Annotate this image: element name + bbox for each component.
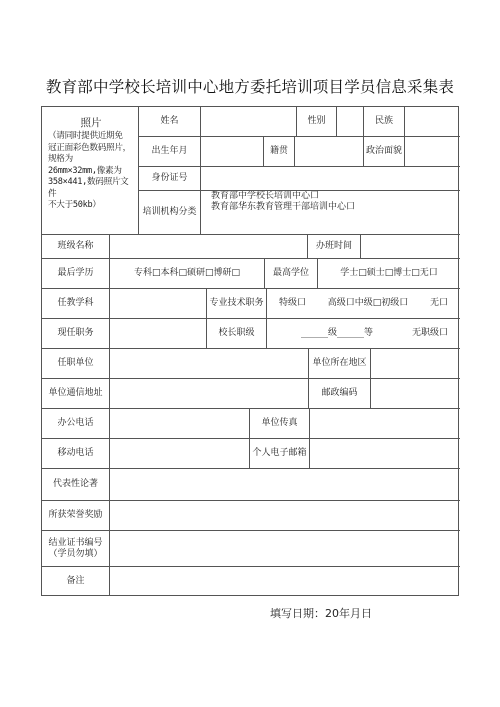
remark-field[interactable] bbox=[110, 567, 460, 595]
mobile-label: 移动电话 bbox=[42, 439, 110, 469]
info-form-table bbox=[41, 106, 459, 596]
id-field[interactable] bbox=[201, 167, 460, 191]
mobile-field[interactable] bbox=[110, 439, 250, 469]
fax-label: 单位传真 bbox=[250, 409, 310, 439]
remark-label: 备注 bbox=[42, 567, 110, 595]
class-field[interactable] bbox=[110, 235, 308, 259]
degree-label: 最高学位 bbox=[265, 259, 318, 289]
title-options[interactable] bbox=[267, 289, 460, 319]
email-label: 个人电子邮箱 bbox=[250, 439, 310, 469]
time-field[interactable] bbox=[361, 235, 460, 259]
cert-label bbox=[42, 531, 110, 567]
fax-field[interactable] bbox=[310, 409, 460, 439]
degree-options[interactable]: 学士□硕士□博士□无口 bbox=[318, 259, 460, 289]
principal-grade[interactable]: ______级______等 bbox=[301, 328, 374, 338]
title-option-none[interactable]: 无口 bbox=[429, 298, 448, 308]
native-field[interactable] bbox=[295, 137, 364, 167]
subject-label: 任教学科 bbox=[42, 289, 110, 319]
cert-label-main: 结业证书编号 bbox=[48, 537, 103, 548]
gender-label: 性别 bbox=[297, 107, 337, 137]
photo-desc-4: 26mm×32mm,像素为 bbox=[48, 165, 122, 176]
awards-field[interactable] bbox=[110, 501, 460, 531]
position-label: 现任职务 bbox=[42, 319, 110, 349]
principal-label: 校长职级 bbox=[207, 319, 267, 349]
postcode-field[interactable] bbox=[371, 379, 460, 409]
unit-label: 任职单位 bbox=[42, 349, 110, 379]
class-label: 班级名称 bbox=[42, 235, 110, 259]
fill-date: 填写日期：20年月日 bbox=[270, 607, 372, 620]
birth-field[interactable] bbox=[201, 137, 264, 167]
title-option-special[interactable]: 特级口 bbox=[279, 298, 307, 308]
region-label: 单位所在地区 bbox=[309, 349, 371, 379]
birth-label: 出生年月 bbox=[139, 137, 201, 167]
address-label: 单位通信地址 bbox=[42, 379, 110, 409]
position-field[interactable] bbox=[110, 319, 207, 349]
awards-label: 所获荣誉奖励 bbox=[42, 501, 110, 531]
office-phone-field[interactable] bbox=[110, 409, 250, 439]
political-field[interactable] bbox=[405, 137, 460, 167]
photo-desc-1: （请同时提供近期免 bbox=[48, 131, 123, 141]
name-field[interactable] bbox=[201, 107, 297, 137]
office-phone-label: 办公电话 bbox=[42, 409, 110, 439]
unit-field[interactable] bbox=[110, 349, 309, 379]
principal-options[interactable] bbox=[267, 319, 460, 349]
ethnicity-label: 民族 bbox=[364, 107, 405, 137]
org-option-1[interactable]: 教育部中学校长培训中心口 bbox=[211, 191, 320, 201]
title-option-levels[interactable]: 高级口中级□初级口 bbox=[327, 298, 409, 308]
region-field[interactable] bbox=[371, 349, 460, 379]
photo-desc-3: 规格为 bbox=[48, 154, 73, 164]
org-type-options[interactable] bbox=[201, 191, 460, 235]
photo-cell bbox=[42, 107, 139, 235]
address-field[interactable] bbox=[110, 379, 309, 409]
name-label: 姓名 bbox=[139, 107, 201, 137]
principal-none[interactable]: 无职级口 bbox=[411, 328, 448, 338]
photo-desc-6: 不大于50kb） bbox=[48, 200, 101, 210]
thesis-label: 代表性论著 bbox=[42, 469, 110, 501]
org-type-label: 培训机构分类 bbox=[139, 191, 201, 235]
photo-label: 照片 bbox=[80, 117, 102, 129]
id-label: 身份证号 bbox=[139, 167, 201, 191]
photo-desc-5: 358×441,数码照片文件 bbox=[48, 177, 129, 199]
cert-label-note: （学员勿填） bbox=[48, 548, 103, 559]
cert-field[interactable] bbox=[110, 531, 460, 567]
email-field[interactable] bbox=[310, 439, 460, 469]
native-label: 籍贯 bbox=[264, 137, 295, 167]
postcode-label: 邮政编码 bbox=[309, 379, 371, 409]
time-label: 办班时间 bbox=[308, 235, 361, 259]
thesis-field[interactable] bbox=[110, 469, 460, 501]
org-option-2[interactable]: 教育部华东教育管理干部培训中心口 bbox=[211, 202, 356, 212]
title-label: 专业技术职务 bbox=[207, 289, 267, 319]
political-label: 政治面貌 bbox=[364, 137, 405, 167]
gender-field[interactable] bbox=[337, 107, 364, 137]
photo-desc-2: 冠正面彩色数码照片， bbox=[48, 142, 131, 153]
form-title: 教育部中学校长培训中心地方委托培训项目学员信息采集表 bbox=[45, 78, 455, 96]
education-options[interactable]: 专科□本科□硕研□博研□ bbox=[110, 259, 265, 289]
education-label: 最后学历 bbox=[42, 259, 110, 289]
subject-field[interactable] bbox=[110, 289, 207, 319]
ethnicity-field[interactable] bbox=[405, 107, 460, 137]
